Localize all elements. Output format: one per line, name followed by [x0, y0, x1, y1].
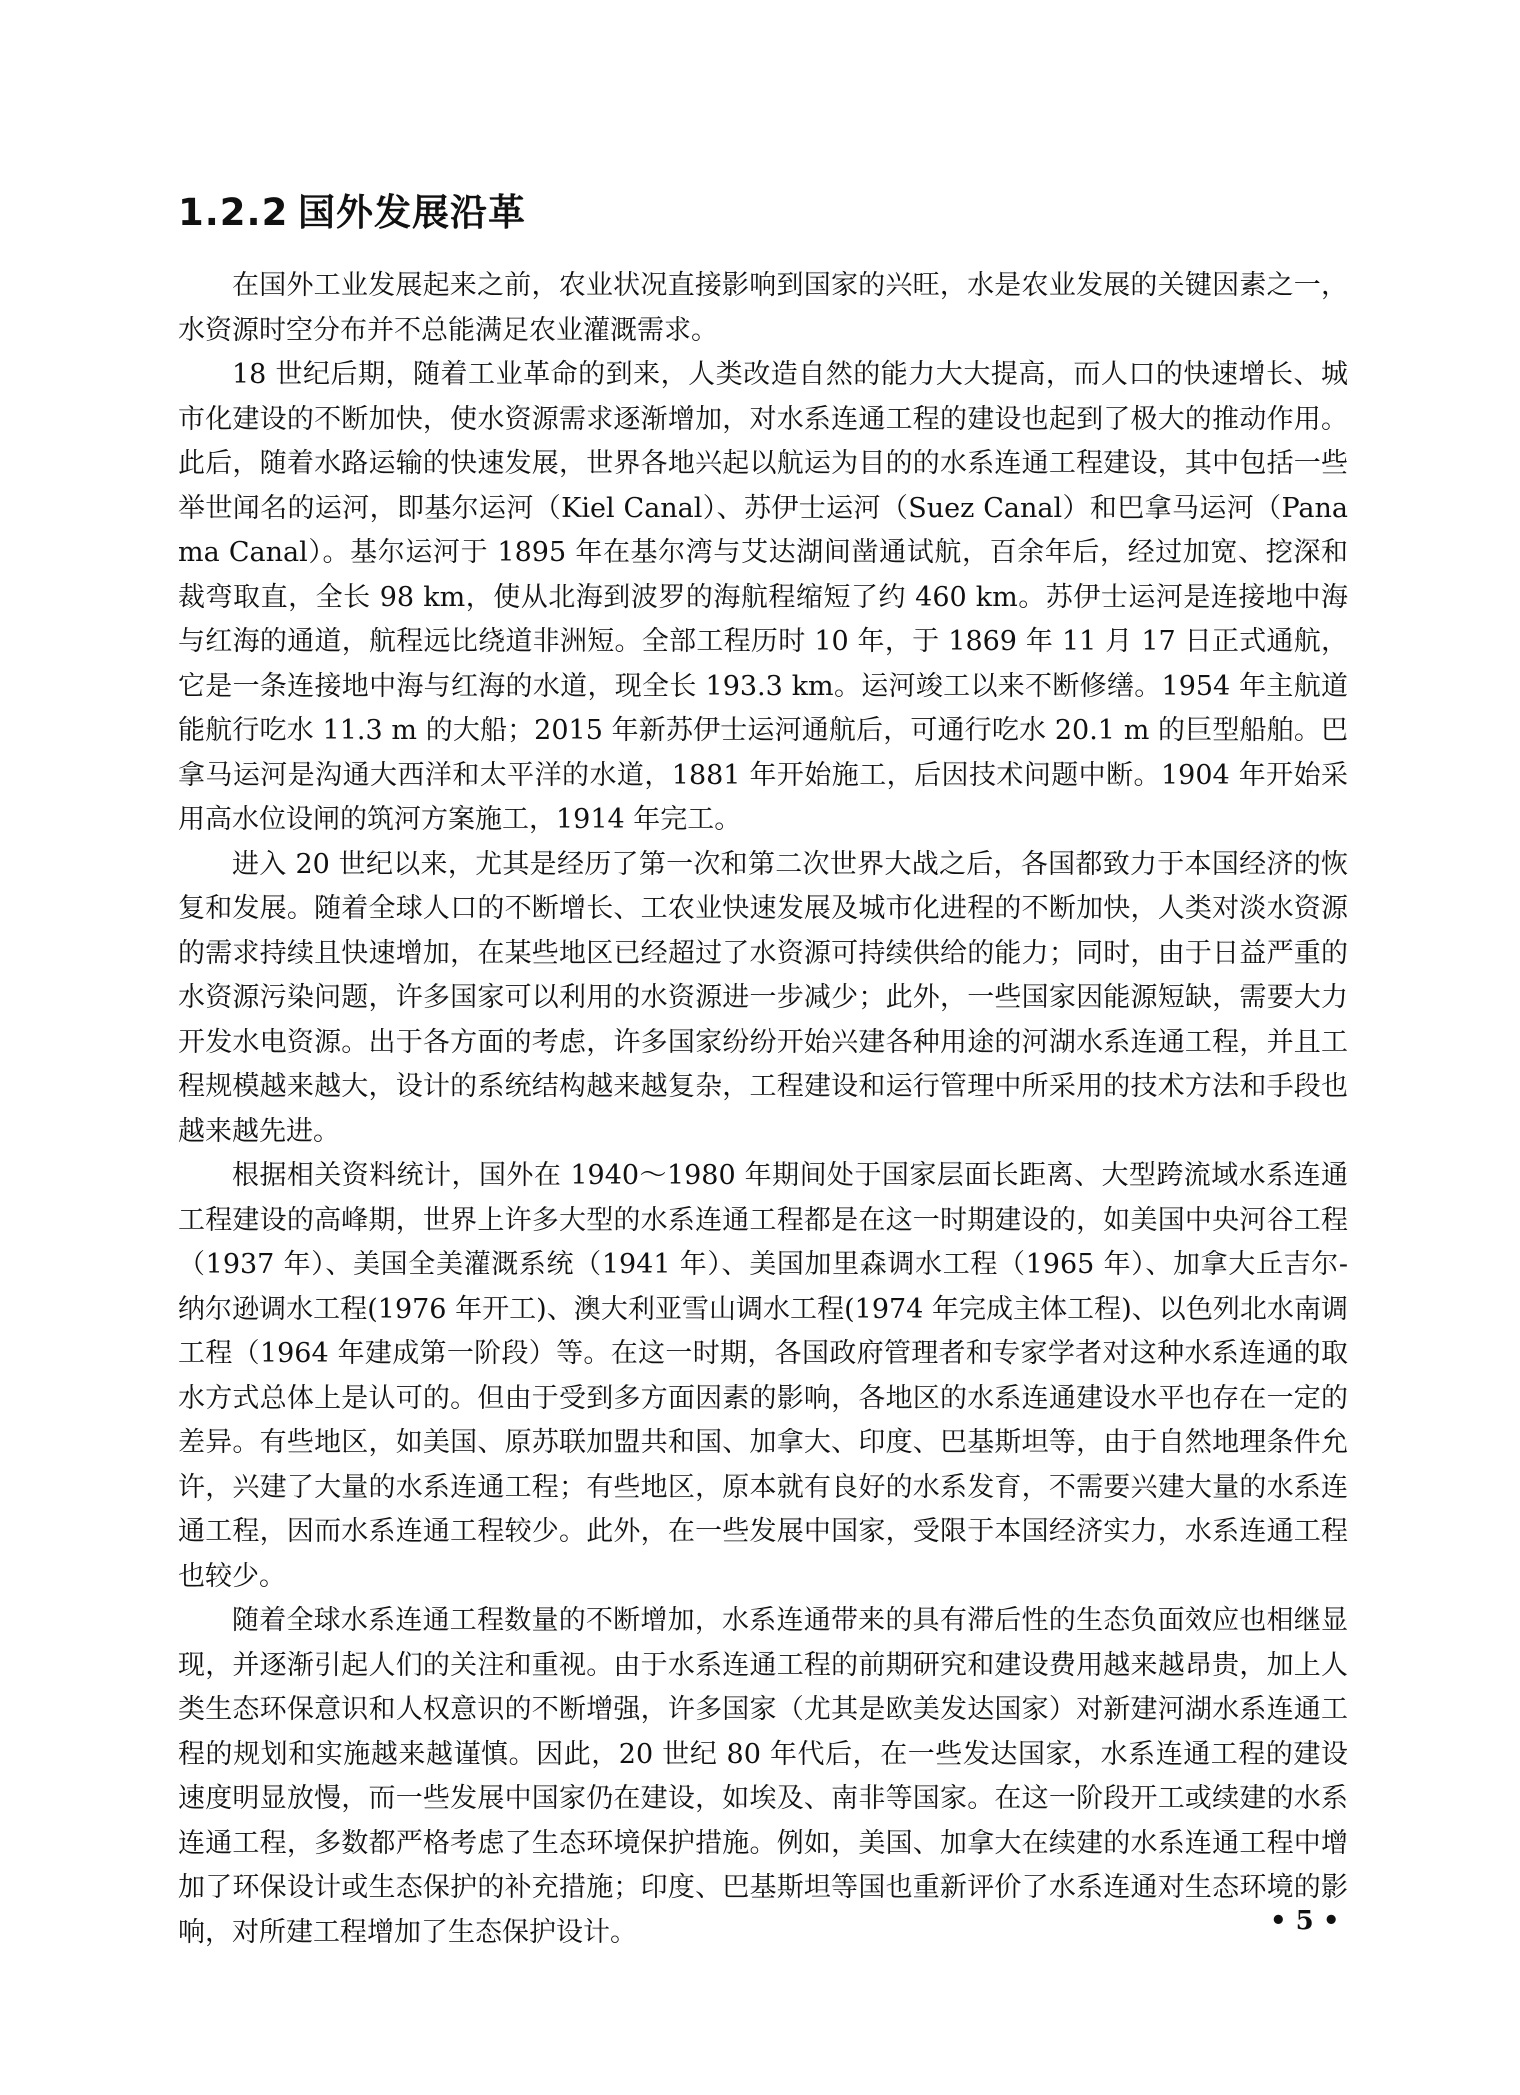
paragraph-1: 在国外工业发展起来之前，农业状况直接影响到国家的兴旺，水是农业发展的关键因素之一，水资源时空分布并不总能满足农业灌溉需求。 — [178, 270, 1348, 346]
section-number: 1.2.2 — [178, 191, 289, 234]
paragraph-2: 18 世纪后期，随着工业革命的到来，人类改造自然的能力大大提高，而人口的快速增长、城市化建设的不断加快，使水资源需求逐渐增加，对水系连通工程的建设也起到了极大的推动作用。此后，随着水路运输的快速发展，世界各地兴起以航运为目的的水系连通工程建设，其中包括一些举世闻名的运河，即基尔运河（Kiel Canal）、苏伊士运河（Suez Canal）和巴拿马运河（Panama Canal）。基尔运河于 1895 年在基尔湾与艾达湖间凿通试航，百余年后，经过加宽、挖深和裁弯取直，全长 98 km，使从北海到波罗的海航程缩短了约 460 km。苏伊士运河是连接地中海与红海的通道，航程远比绕道非洲短。全部工程历时 10 年，于 1869 年 11 月 17 日正式通航，它是一条连接地中海与红海的水道，现全长 193.3 km。运河竣工以来不断修缮。1954 年主航道能航行吃水 11.3 m 的大船；2015 年新苏伊士运河通航后，可通行吃水 20.1 m 的巨型船舶。巴拿马运河是沟通大西洋和太平洋的水道，1881 年开始施工，后因技术问题中断。1904 年开始采用高水位设闸的筑河方案施工，1914 年完工。 — [178, 359, 1348, 835]
page-number: • 5 • — [1270, 1906, 1340, 1936]
paragraph-5: 随着全球水系连通工程数量的不断增加，水系连通带来的具有滞后性的生态负面效应也相继显现，并逐渐引起人们的关注和重视。由于水系连通工程的前期研究和建设费用越来越昂贵，加上人类生态环保意识和人权意识的不断增强，许多国家（尤其是欧美发达国家）对新建河湖水系连通工程的规划和实施越来越谨慎。因此，20 世纪 80 年代后，在一些发达国家，水系连通工程的建设速度明显放慢，而一些发展中国家仍在建设，如埃及、南非等国家。在这一阶段开工或续建的水系连通工程，多数都严格考虑了生态环境保护措施。例如，美国、加拿大在续建的水系连通工程中增加了环保设计或生态保护的补充措施；印度、巴基斯坦等国也重新评价了水系连通对生态环境的影响，对所建工程增加了生态保护设计。 — [178, 1605, 1348, 1948]
section-heading — [178, 182, 526, 236]
paragraph-3: 进入 20 世纪以来，尤其是经历了第一次和第二次世界大战之后，各国都致力于本国经济的恢复和发展。随着全球人口的不断增长、工农业快速发展及城市化进程的不断加快，人类对淡水资源的需求持续且快速增加，在某些地区已经超过了水资源可持续供给的能力；同时，由于日益严重的水资源污染问题，许多国家可以利用的水资源进一步减少；此外，一些国家因能源短缺，需要大力开发水电资源。出于各方面的考虑，许多国家纷纷开始兴建各种用途的河湖水系连通工程，并且工程规模越来越大，设计的系统结构越来越复杂，工程建设和运行管理中所采用的技术方法和手段也越来越先进。 — [178, 848, 1348, 1147]
section-title: 国外发展沿革 — [298, 191, 526, 234]
body-text — [178, 264, 1348, 1955]
paragraph-4: 根据相关资料统计，国外在 1940～1980 年期间处于国家层面长距离、大型跨流域水系连通工程建设的高峰期，世界上许多大型的水系连通工程都是在这一时期建设的，如美国中央河谷工程（1937 年）、美国全美灌溉系统（1941 年）、美国加里森调水工程（1965 年）、加拿大丘吉尔-纳尔逊调水工程(1976 年开工)、澳大利亚雪山调水工程(1974 年完成主体工程)、以色列北水南调工程（1964 年建成第一阶段）等。在这一时期，各国政府管理者和专家学者对这种水系连通的取水方式总体上是认可的。但由于受到多方面因素的影响，各地区的水系连通建设水平也存在一定的差异。有些地区，如美国、原苏联加盟共和国、加拿大、印度、巴基斯坦等，由于自然地理条件允许，兴建了大量的水系连通工程；有些地区，原本就有良好的水系发育，不需要兴建大量的水系连通工程，因而水系连通工程较少。此外，在一些发展中国家，受限于本国经济实力，水系连通工程也较少。 — [178, 1160, 1348, 1592]
